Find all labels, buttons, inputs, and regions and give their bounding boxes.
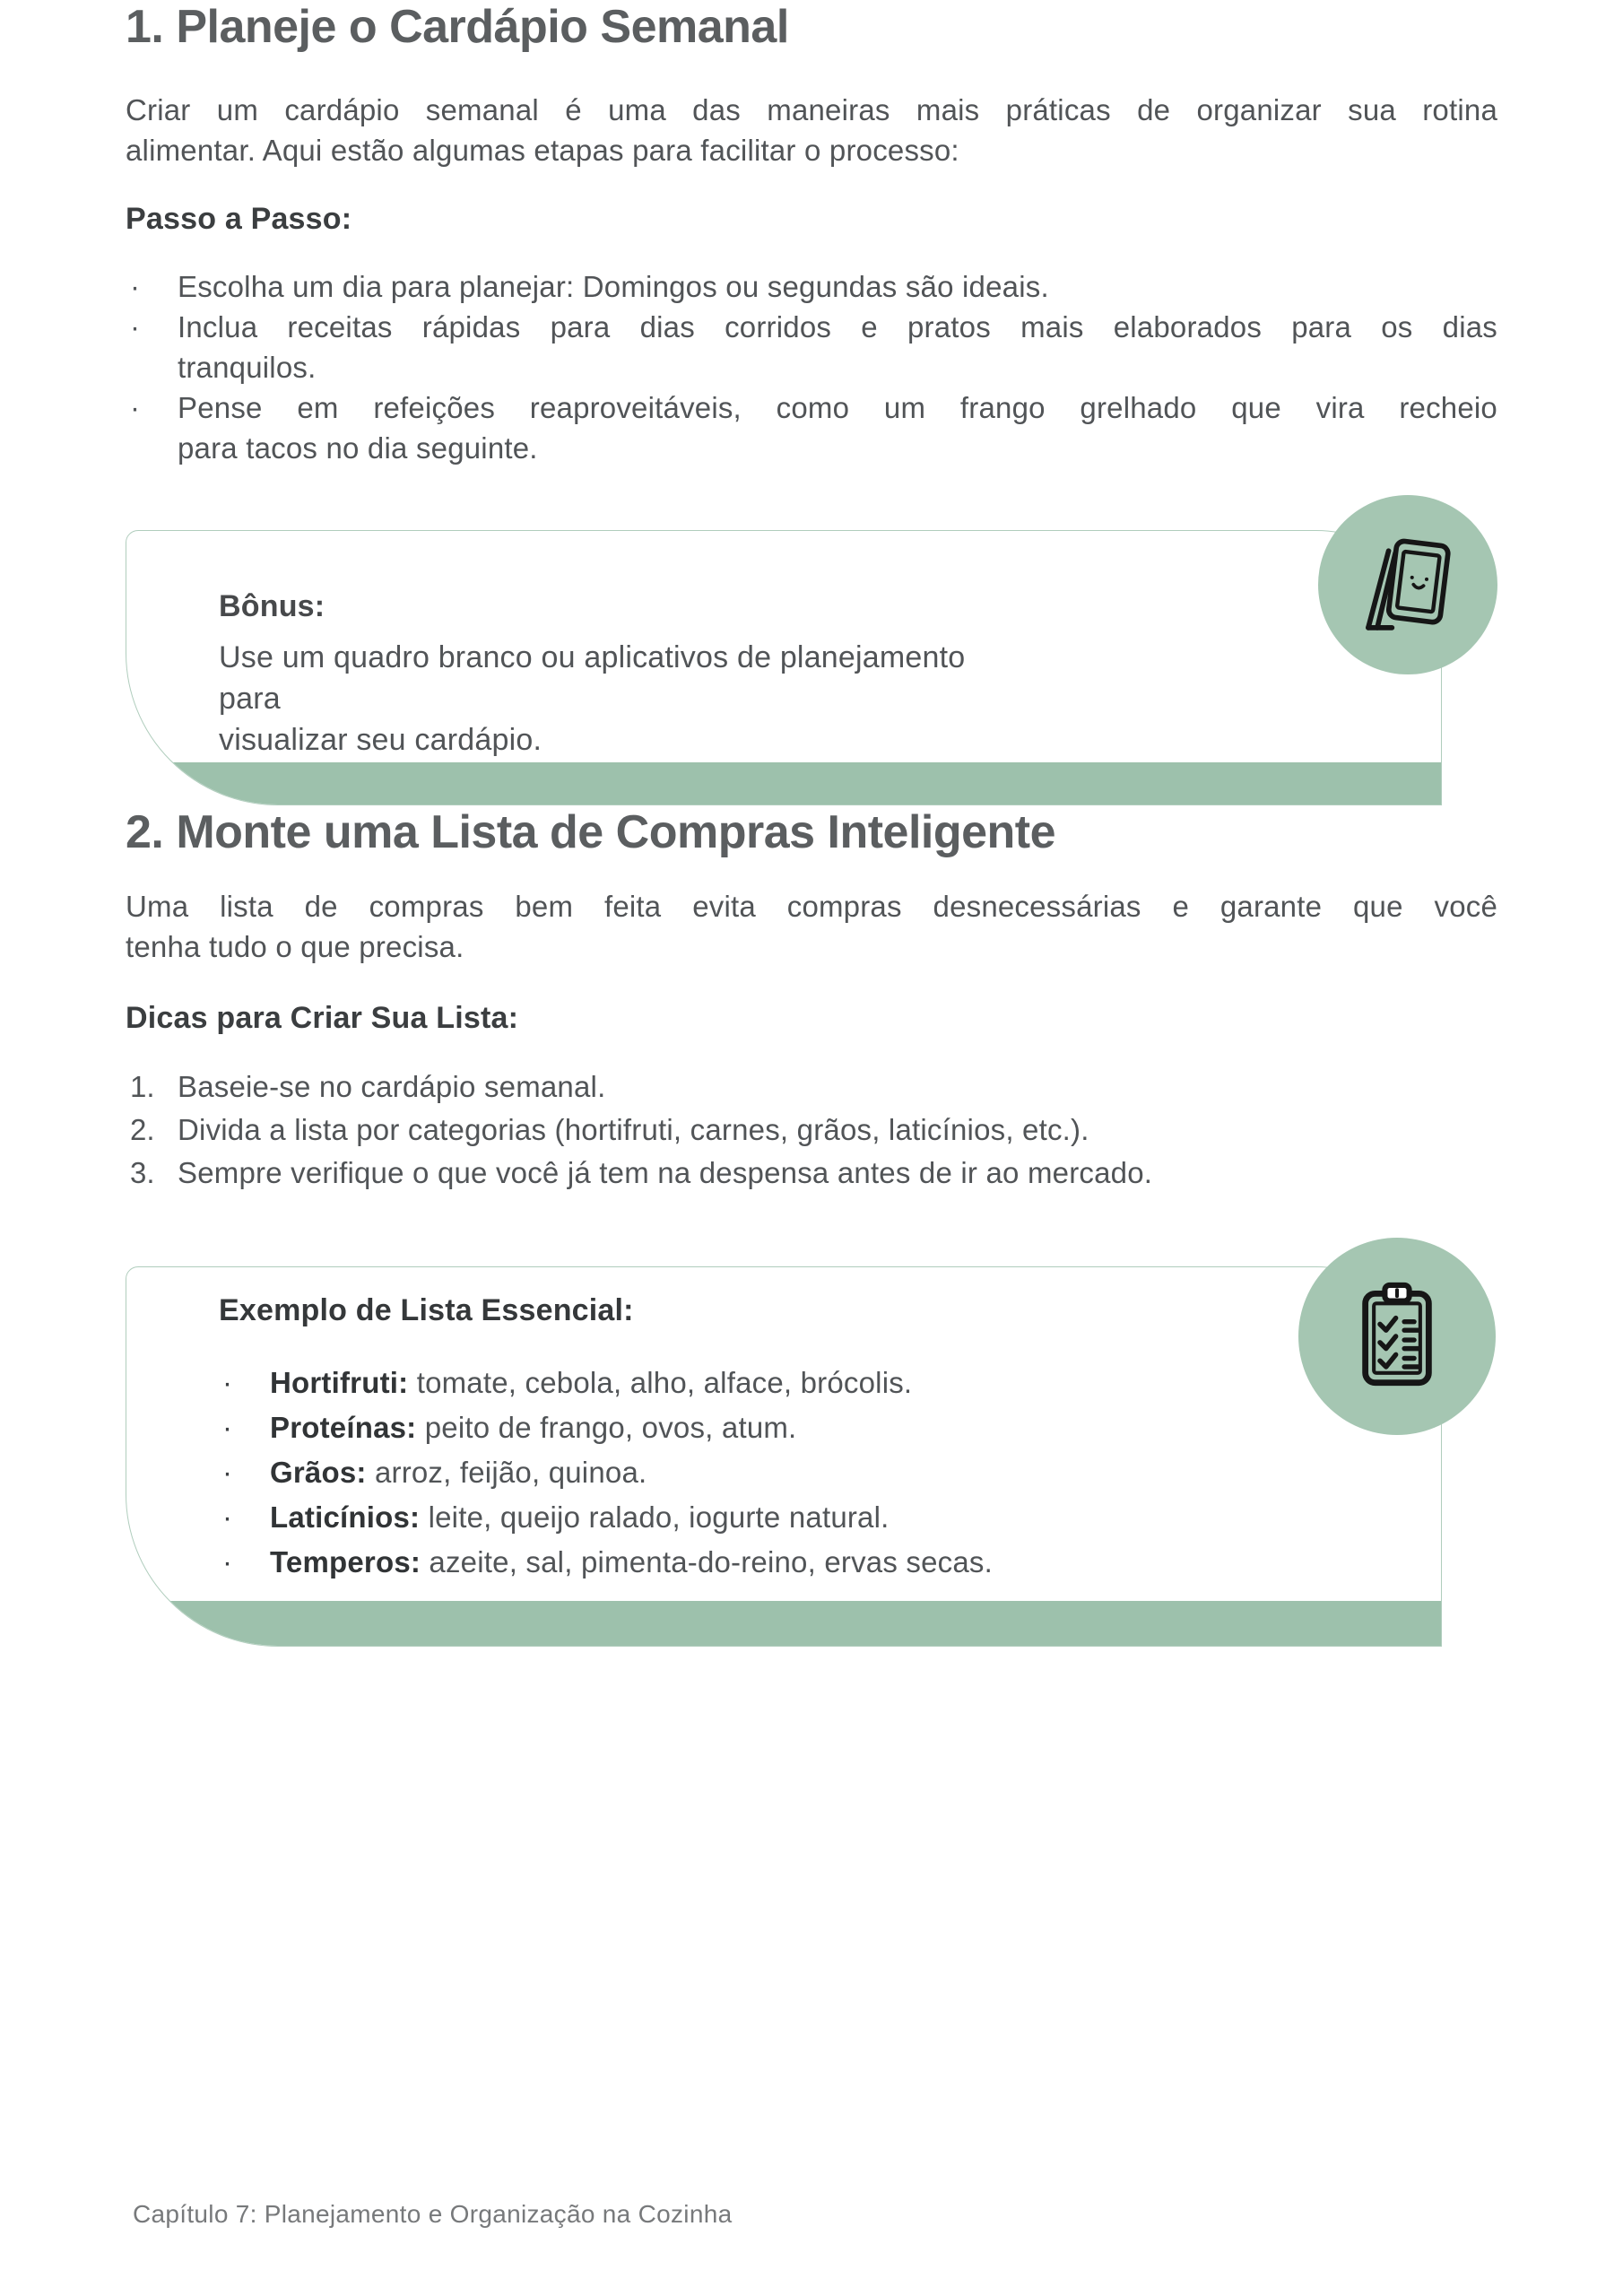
bonus-text-line: Use um quadro branco ou aplicativos de planejamento para (219, 640, 966, 716)
bonus-title: Bônus: (219, 589, 325, 623)
essential-list (219, 1361, 1441, 1585)
example-callout-box (126, 1266, 1442, 1647)
bonus-callout-box (126, 530, 1442, 805)
list-line: tranquilos. (178, 351, 317, 384)
page-footer: Capítulo 7: Planejamento e Organização na Cozinha (133, 2200, 733, 2228)
number-marker: 2. (130, 1113, 155, 1146)
list-item-text: Baseie-se no cardápio semanal. (178, 1070, 606, 1103)
callout-icon-circle (1298, 1238, 1496, 1435)
example-callout-content (126, 1267, 1441, 1585)
callout-icon-circle (1318, 495, 1497, 674)
list-line: para tacos no dia seguinte. (178, 431, 538, 465)
bonus-callout (126, 530, 1442, 805)
list-item (130, 387, 1497, 468)
bonus-text-line: visualizar seu cardápio. (219, 723, 542, 757)
list-item-text (270, 1405, 1441, 1450)
bullet-marker: · (222, 1500, 232, 1534)
bonus-callout-content (126, 531, 1441, 761)
list-item-text: Sempre verifique o que você já tem na despensa antes de ir ao mercado. (178, 1156, 1153, 1189)
callout-bottom-bar (126, 1601, 1441, 1646)
tips-numbered-list (126, 1065, 1497, 1195)
bullet-marker: · (222, 1545, 232, 1578)
steps-label: Passo a Passo: (126, 202, 352, 236)
page-content (126, 0, 1497, 1647)
item-text: leite, queijo ralado, iogurte natural. (420, 1500, 890, 1534)
item-label: Proteínas: (270, 1411, 417, 1444)
list-item (222, 1495, 1441, 1540)
section2-heading: 2. Monte uma Lista de Compras Inteligente (126, 806, 1056, 858)
section1-intro (126, 90, 1497, 170)
list-item (130, 1065, 1497, 1109)
item-text: peito de frango, ovos, atum. (416, 1411, 797, 1444)
item-text: arroz, feijão, quinoa. (366, 1456, 647, 1489)
item-label: Grãos: (270, 1456, 367, 1489)
number-marker: 1. (130, 1070, 155, 1103)
bullet-marker: · (222, 1411, 232, 1444)
callout-bottom-bar (126, 762, 1441, 804)
list-item (222, 1361, 1441, 1405)
steps-bullet-list (126, 266, 1497, 468)
list-item (222, 1405, 1441, 1450)
bullet-marker: · (130, 270, 140, 303)
bullet-marker: · (222, 1366, 232, 1399)
section1-heading: 1. Planeje o Cardápio Semanal (126, 1, 789, 53)
item-text: tomate, cebola, alho, alface, brócolis. (408, 1366, 913, 1399)
list-item-text (270, 1540, 1441, 1585)
item-label: Temperos: (270, 1545, 421, 1578)
list-item-text (178, 307, 1497, 387)
item-text: azeite, sal, pimenta-do-reino, ervas secas. (421, 1545, 993, 1578)
bullet-marker: · (130, 310, 140, 344)
list-item-text (178, 266, 1497, 307)
intro-line: alimentar. Aqui estão algumas etapas para facilitar o processo: (126, 134, 959, 167)
list-line: Inclua receitas rápidas para dias corridos e pratos mais elaborados para os dias (178, 310, 1497, 344)
section2-intro (126, 886, 1497, 967)
tips-label: Dicas para Criar Sua Lista: (126, 1001, 519, 1035)
list-item (130, 307, 1497, 387)
tablet-frame-icon (1351, 528, 1464, 641)
bullet-marker: · (130, 391, 140, 424)
example-list-callout (126, 1266, 1442, 1647)
list-item (130, 266, 1497, 307)
clipboard-checklist-icon (1336, 1275, 1458, 1397)
list-item-text: Divida a lista por categorias (hortifruti, carnes, grãos, laticínios, etc.). (178, 1113, 1089, 1146)
list-item-text (270, 1495, 1441, 1540)
example-title: Exemplo de Lista Essencial: (219, 1293, 634, 1327)
list-line: Pense em refeições reaproveitáveis, como um frango grelhado que vira recheio (178, 391, 1497, 424)
item-label: Laticínios: (270, 1500, 421, 1534)
bonus-text (219, 637, 1026, 761)
item-label: Hortifruti: (270, 1366, 409, 1399)
intro-line: Uma lista de compras bem feita evita compras desnecessárias e garante que você (126, 890, 1497, 923)
intro-line: tenha tudo o que precisa. (126, 930, 464, 963)
intro-line: Criar um cardápio semanal é uma das maneiras mais práticas de organizar sua rotina (126, 93, 1497, 126)
list-item (130, 1152, 1497, 1195)
bullet-marker: · (222, 1456, 232, 1489)
list-item (222, 1450, 1441, 1495)
list-item-text (270, 1361, 1441, 1405)
list-item-text (270, 1450, 1441, 1495)
list-item (222, 1540, 1441, 1585)
list-item (130, 1109, 1497, 1152)
number-marker: 3. (130, 1156, 155, 1189)
list-item-text (178, 387, 1497, 468)
list-line: Escolha um dia para planejar: Domingos ou segundas são ideais. (178, 270, 1049, 303)
